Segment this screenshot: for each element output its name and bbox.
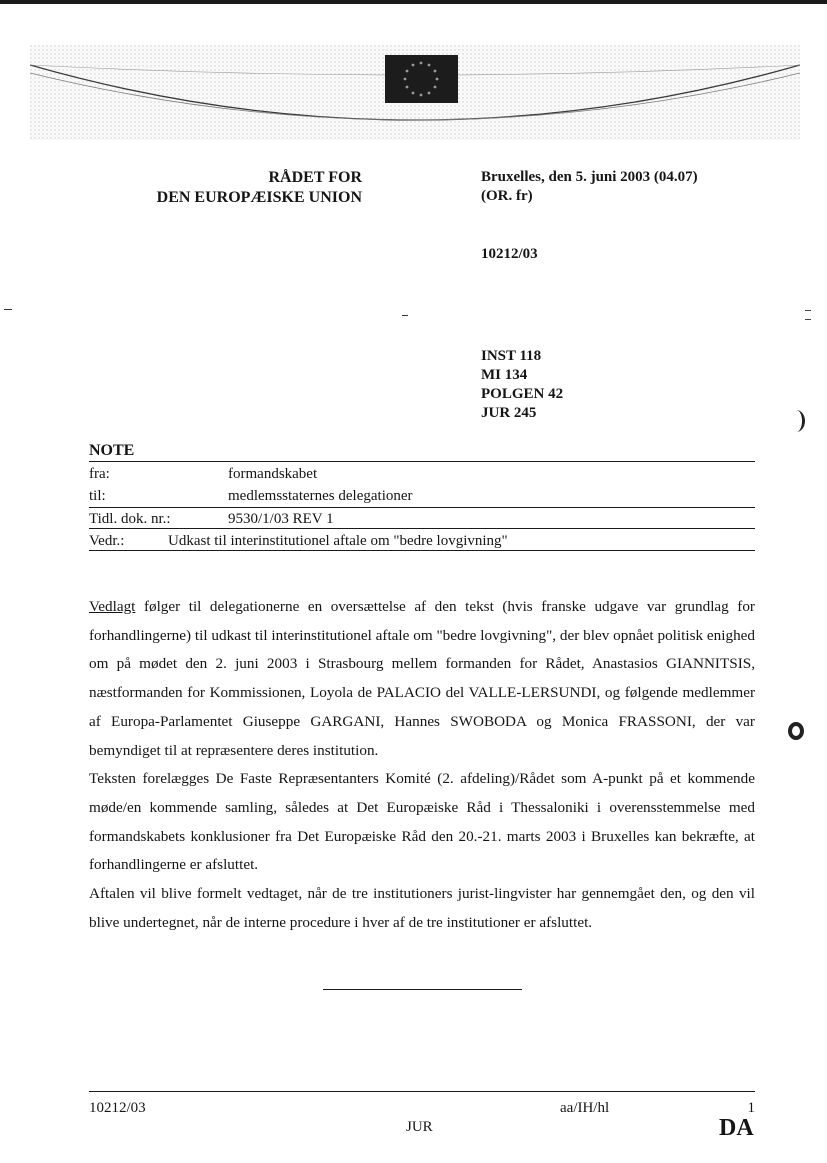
code-jur: JUR 245 (481, 405, 537, 421)
paragraph-3: Aftalen vil blive formelt vedtaget, når de tre institutioners jurist-lingvister har gennemgået den, og den vil blive undertegnet, når de interne procedure i hver af de tre institutioner er afsluttet. (89, 885, 755, 931)
closing-rule (323, 989, 522, 990)
place-date-block (481, 168, 698, 206)
paragraph-2: Teksten forelægges De Faste Repræsentanters Komité (2. afdeling)/Rådet som A-punkt på et kommende møde/en kommende samling, således at Det Europæiske Råd i Thessaloniki i overensstemmelse med formandskabets konklusioner fra Det Europæiske Råd den 20.-21. marts 2003 i Bruxelles kan bekræfte, at forhandlingerne er afsluttet. (89, 770, 755, 874)
note-row-subject (89, 531, 755, 552)
scan-mark (805, 310, 811, 320)
note-rule (89, 507, 755, 508)
subject-label: Vedr.: (89, 533, 125, 549)
paragraph-1-rest: følger til delegationerne en oversættelse af den tekst (hvis franske udgave var grundlag for forhandlingerne) til udkast til interinstitutionel aftale om "bedre lovgivning", der blev opnået politisk enighed om på mødet den 2. juni 2003 i Strasbourg mellem formanden for Rådet, Anastasios GIANNITSIS, næstformanden for Kommissionen, Loyola de PALACIO del VALLE-LERSUNDI, og følgende medlemmer af Europa-Parlamentet Giuseppe GARGANI, Hannes SWOBODA og Monica FRASSONI, der var bemyndiget til at repræsentere deres institution. (89, 598, 755, 759)
previous-doc-value: 9530/1/03 REV 1 (228, 511, 334, 527)
place-date: Bruxelles, den 5. juni 2003 (04.07) (481, 169, 698, 185)
note-row-to (89, 486, 755, 507)
to-value: medlemsstaternes delegationer (228, 488, 413, 504)
note-row-from (89, 464, 755, 485)
punch-hole-mark (788, 410, 805, 432)
code-polgen: POLGEN 42 (481, 386, 564, 402)
code-inst: INST 118 (481, 348, 542, 364)
council-heading (120, 168, 362, 208)
from-value: formandskabet (228, 466, 318, 482)
document-number: 10212/03 (481, 246, 538, 262)
code-mi: MI 134 (481, 367, 528, 383)
top-border-line (0, 0, 827, 4)
paragraph-1 (89, 593, 755, 765)
original-language: (OR. fr) (481, 188, 533, 204)
footer-initials: aa/IH/hl (560, 1100, 610, 1116)
punch-hole-mark (788, 722, 804, 740)
footer-doc-number: 10212/03 (89, 1100, 146, 1116)
language-code: DA (719, 1115, 754, 1141)
footer-rule (89, 1091, 755, 1092)
page-number: 1 (747, 1100, 755, 1116)
note-rule (89, 461, 755, 462)
note-rule (89, 528, 755, 529)
body-text (89, 593, 755, 937)
council-line-2: DEN EUROPÆISKE UNION (156, 189, 362, 206)
eu-flag-icon (385, 55, 458, 103)
note-title: NOTE (89, 442, 135, 459)
note-row-previous-doc (89, 509, 755, 530)
classification-codes (481, 347, 563, 423)
subject-value: Udkast til interinstitutionel aftale om "bedre lovgivning" (168, 533, 508, 549)
scan-mark (4, 309, 12, 310)
scan-mark (402, 315, 408, 316)
council-line-1: RÅDET FOR (268, 169, 362, 186)
from-label: fra: (89, 466, 110, 482)
paragraph-1-lead: Vedlagt (89, 598, 136, 615)
eu-banner (30, 45, 800, 140)
previous-doc-label: Tidl. dok. nr.: (89, 511, 171, 527)
to-label: til: (89, 488, 106, 504)
note-rule (89, 550, 755, 551)
footer-unit: JUR (406, 1119, 433, 1135)
